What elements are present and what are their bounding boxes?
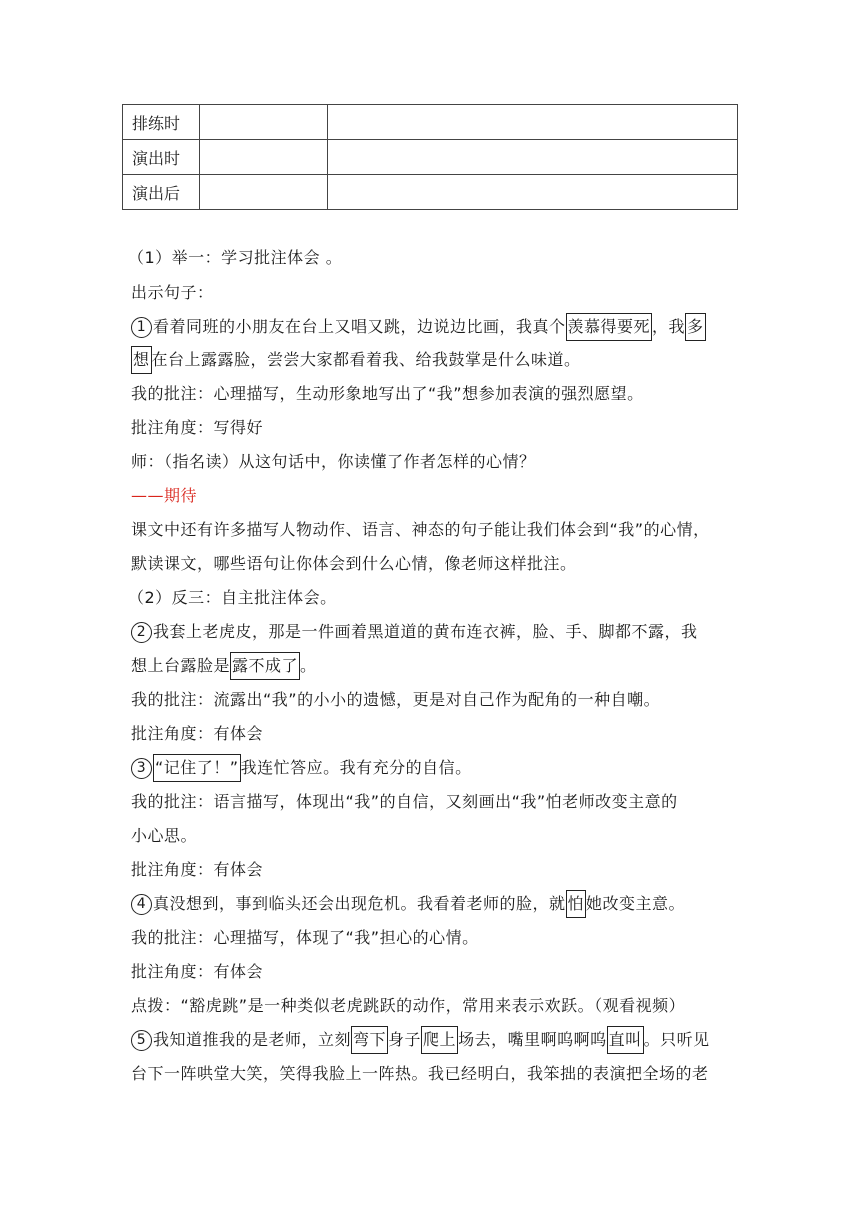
annotation-angle: 批注角度：有体会 (131, 724, 264, 743)
table-row (123, 105, 738, 140)
annotation-box: 羡慕得要死 (566, 313, 653, 341)
sentence-2-line-1 (131, 620, 698, 644)
sentence-1-line-1 (131, 315, 706, 339)
sentence-number: 2 (131, 622, 152, 643)
section1-heading: （1）举一：学习批注体会 。 (128, 248, 343, 267)
sentence-1-line-2 (131, 348, 581, 372)
annotation-box: 怕 (566, 890, 587, 918)
performance-table (122, 104, 738, 210)
row-label: 排练时 (123, 105, 200, 140)
sentence-text: 。只听见 (643, 1030, 710, 1049)
annotation-box: 多 (685, 313, 706, 341)
sentence-text: 。 (300, 656, 317, 675)
empty-cell (328, 140, 738, 175)
sentence-text: 身子 (388, 1030, 422, 1049)
answer-text: ——期待 (131, 486, 198, 505)
sentence-3 (131, 756, 472, 780)
annotation-note-cont: 小心思。 (131, 826, 198, 845)
sentence-text: 真没想到，事到临头还会出现危机。我看着老师的脸，就 (153, 894, 566, 913)
annotation-angle: 批注角度：有体会 (131, 962, 264, 981)
annotation-box: “记住了！” (153, 754, 241, 782)
annotation-box: 露不成了 (230, 652, 300, 680)
table-row (123, 140, 738, 175)
annotation-box: 直叫 (607, 1026, 644, 1054)
hint-text: 点拨：“豁虎跳”是一种类似老虎跳跃的动作，常用来表示欢跃。（观看视频） (131, 996, 686, 1015)
sentence-text: 我知道推我的是老师，立刻 (153, 1030, 352, 1049)
instruction-line-2: 默读课文，哪些语句让你体会到什么心情，像老师这样批注。 (131, 554, 577, 573)
section2-heading: （2）反三：自主批注体会。 (128, 588, 337, 607)
annotation-angle: 批注角度：有体会 (131, 860, 264, 879)
annotation-box: 想 (131, 346, 152, 374)
annotation-angle: 批注角度：写得好 (131, 418, 264, 437)
sentence-4 (131, 892, 685, 916)
sentence-number: 3 (131, 758, 152, 779)
empty-cell (328, 105, 738, 140)
sentence-number: 4 (131, 894, 152, 915)
sentence-5-line-2: 台下一阵哄堂大笑，笑得我脸上一阵热。我已经明白，我笨拙的表演把全场的老 (131, 1064, 709, 1083)
empty-cell (200, 175, 328, 210)
sentence-text: 我连忙答应。我有充分的自信。 (240, 758, 472, 777)
row-label: 演出后 (123, 175, 200, 210)
teacher-question: 师：（指名读）从这句话中，你读懂了作者怎样的心情？ (131, 452, 536, 471)
sentence-number: 5 (131, 1030, 152, 1051)
sentence-text: 我套上老虎皮，那是一件画着黑道道的黄布连衣裤，脸、手、脚都不露，我 (153, 622, 698, 641)
instruction-line-1: 课文中还有许多描写人物动作、语言、神态的句子能让我们体会到“我”的心情， (131, 520, 710, 539)
annotation-note: 我的批注：心理描写，体现了“我”担心的心情。 (131, 928, 479, 947)
sentence-text: 在台上露露脸，尝尝大家都看着我、给我鼓掌是什么味道。 (151, 350, 581, 369)
annotation-note: 我的批注：心理描写，生动形象地写出了“我”想参加表演的强烈愿望。 (131, 384, 644, 403)
empty-cell (200, 105, 328, 140)
row-label: 演出时 (123, 140, 200, 175)
sentence-text: 想上台露脸是 (131, 656, 231, 675)
sentence-5-line-1 (131, 1028, 710, 1052)
annotation-box: 弯下 (351, 1026, 388, 1054)
annotation-box: 爬上 (421, 1026, 458, 1054)
sentence-text: ，我 (652, 317, 686, 336)
sentence-2-line-2 (131, 654, 317, 678)
annotation-note: 我的批注：语言描写，体现出“我”的自信，又刻画出“我”怕老师改变主意的 (131, 792, 678, 811)
show-sentence-label: 出示句子： (131, 283, 214, 302)
sentence-text: 场去，嘴里啊呜啊呜 (458, 1030, 607, 1049)
empty-cell (200, 140, 328, 175)
empty-cell (328, 175, 738, 210)
sentence-text: 她改变主意。 (586, 894, 686, 913)
table-row (123, 175, 738, 210)
annotation-note: 我的批注：流露出“我”的小小的遗憾，更是对自己作为配角的一种自嘲。 (131, 690, 661, 709)
sentence-number: 1 (131, 317, 152, 338)
sentence-text: 看着同班的小朋友在台上又唱又跳，边说边比画，我真个 (153, 317, 566, 336)
